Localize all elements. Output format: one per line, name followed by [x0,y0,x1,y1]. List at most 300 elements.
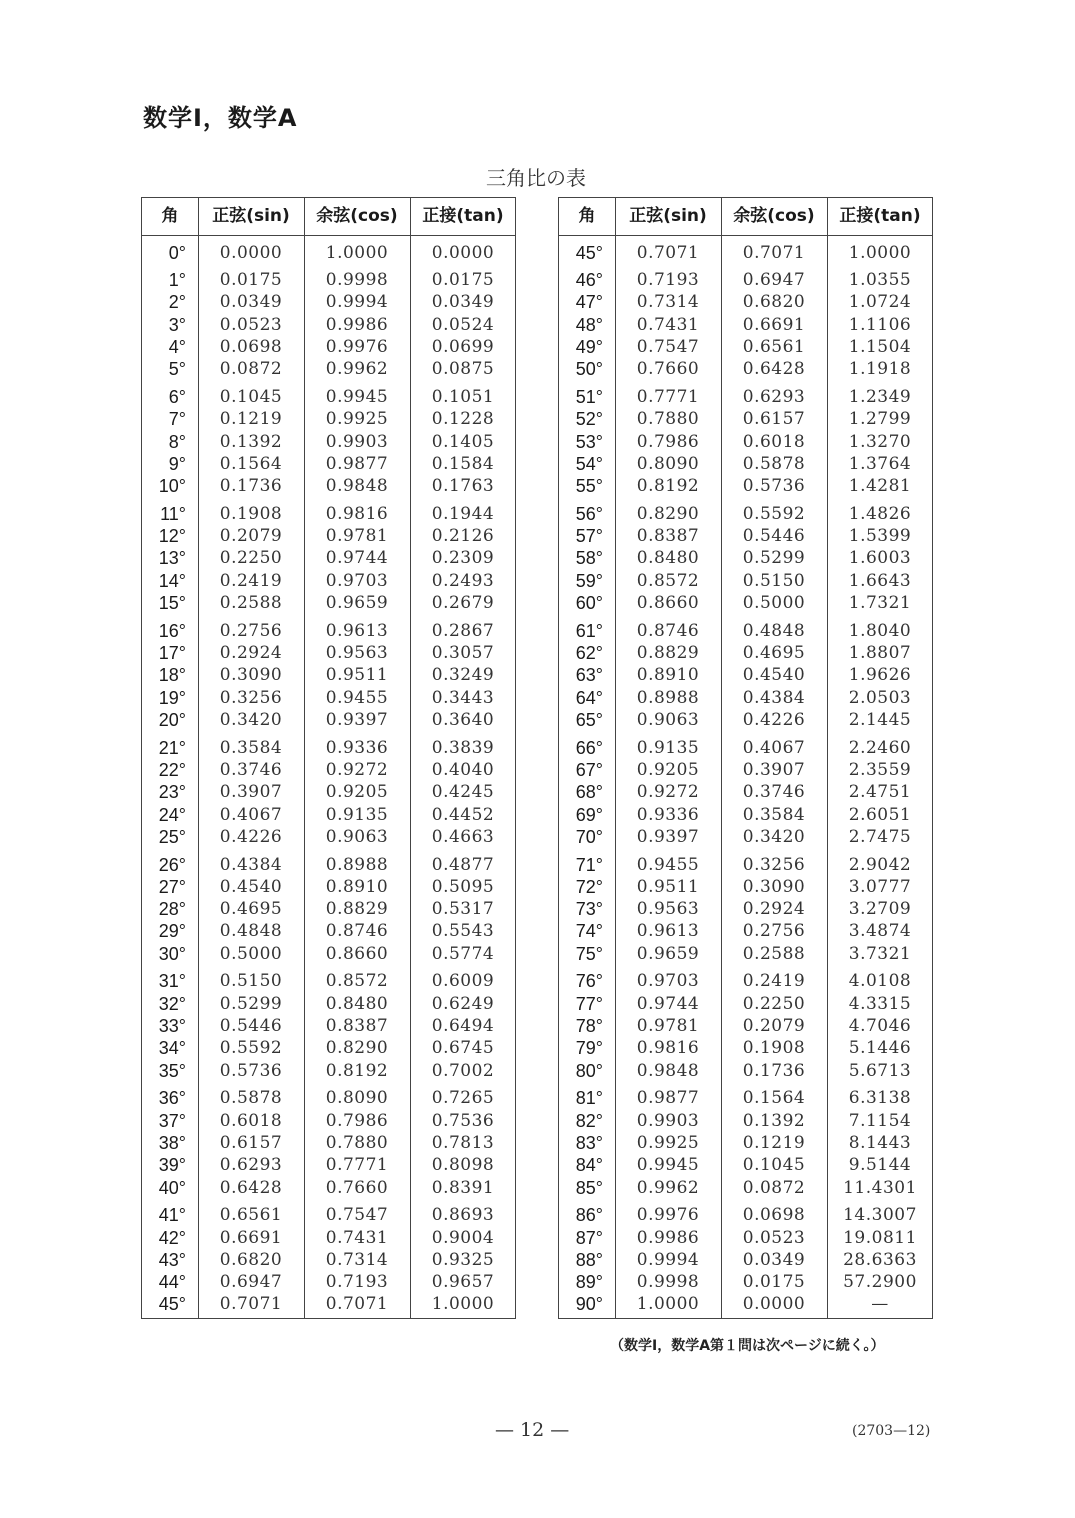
table-row [559,876,932,898]
angle-cell: 68° [575,782,603,803]
sin-cell: 0.4226 [219,826,283,847]
sin-cell: 0.8660 [636,593,700,613]
cos-cell: 0.7193 [325,1272,389,1293]
table-row [559,943,932,965]
sin-cell: 0.5299 [219,993,283,1014]
sin-cell: 0.9703 [636,971,700,992]
sin-cell: 0.9455 [636,854,700,875]
angle-cell: 36° [158,1088,186,1109]
sin-cell: 0.8387 [636,526,700,547]
cos-cell: 0.5592 [742,503,806,524]
sin-cell: 0.9994 [636,1249,700,1270]
table-row [142,1293,515,1315]
angle-cell: 34° [158,1038,186,1059]
header-sin: 正弦(sin) [629,206,707,226]
sin-cell: 0.9925 [636,1132,700,1153]
tan-cell: 1.1918 [848,359,912,380]
cos-cell: 0.9816 [325,503,389,524]
cos-cell: 0.9511 [325,665,389,686]
tan-cell: 0.2126 [431,526,495,547]
table-row [559,503,932,525]
sin-cell: 0.7071 [636,243,700,263]
angle-cell: 17° [158,643,186,663]
sin-cell: 0.9744 [636,993,700,1014]
angle-cell: 22° [158,759,186,780]
tan-cell: 0.6249 [431,993,495,1014]
sin-cell: 0.4540 [219,876,283,897]
table-row [142,876,515,898]
table-row [142,943,515,965]
sin-cell: 0.2588 [219,593,283,613]
cos-cell: 0.8829 [325,899,389,920]
tan-cell: 0.0699 [431,336,495,357]
cos-cell: 0.1736 [742,1060,806,1081]
table-row [142,898,515,920]
table-row [142,453,515,475]
angle-cell: 57° [575,526,603,547]
table-row [559,1204,932,1226]
tan-cell: 14.3007 [843,1205,917,1226]
header-cos: 余弦(cos) [316,206,398,226]
cos-cell: 0.9455 [325,687,389,708]
cos-cell: 0.2756 [742,921,806,942]
cos-cell: 0.9976 [325,336,389,357]
sin-cell: 0.6561 [219,1205,283,1226]
table-row [142,291,515,313]
table-row [559,242,932,264]
tan-cell: 0.3249 [431,665,495,686]
table-row [142,1249,515,1271]
table-row [142,920,515,942]
cos-cell: 0.4067 [742,737,806,758]
cos-cell: 0.3256 [742,854,806,875]
tan-cell: 1.0000 [848,243,912,263]
sin-cell: 0.0698 [219,336,283,357]
cos-cell: 0.7660 [325,1177,389,1198]
tan-cell: 2.4751 [848,782,912,803]
angle-cell: 65° [575,709,603,730]
cos-cell: 0.9986 [325,314,389,335]
angle-cell: 48° [575,314,603,335]
tan-cell: 0.9004 [431,1227,495,1248]
table-row [142,687,515,709]
tan-cell: 0.0000 [431,243,495,263]
sin-cell: 0.7431 [636,314,700,335]
cos-cell: 0.0000 [742,1294,806,1315]
tan-cell: 0.7813 [431,1132,495,1153]
tan-cell: 1.2349 [848,386,912,407]
table-row [559,386,932,408]
cos-cell: 0.6428 [742,359,806,380]
angle-cell: 79° [575,1038,603,1059]
tan-cell: 4.0108 [848,971,912,992]
table-row [142,408,515,430]
tan-cell: 1.9626 [848,665,912,686]
cos-cell: 0.9962 [325,359,389,380]
sin-cell: 0.6293 [219,1155,283,1176]
tan-cell: 19.0811 [843,1227,917,1248]
table-row [142,970,515,992]
cos-cell: 0.8910 [325,876,389,897]
sin-cell: 1.0000 [636,1294,700,1315]
angle-cell: 81° [575,1088,603,1109]
tan-cell: — [871,1294,889,1315]
cos-cell: 0.7071 [742,243,806,263]
sin-cell: 0.2079 [219,526,283,547]
sin-cell: 0.6018 [219,1110,283,1131]
cos-cell: 0.7431 [325,1227,389,1248]
cos-cell: 0.2924 [742,899,806,920]
angle-cell: 45° [158,1294,186,1315]
table-row [142,242,515,264]
sin-cell: 0.8290 [636,503,700,524]
sin-cell: 0.1392 [219,431,283,452]
table-row [142,1227,515,1249]
tan-cell: 0.5774 [431,943,495,964]
angle-cell: 18° [158,665,186,686]
cos-cell: 0.5736 [742,476,806,497]
sin-cell: 0.4384 [219,854,283,875]
sin-cell: 0.8746 [636,620,700,641]
continuation-note: （数学Ⅰ，数学A第１問は次ページに続く。） [610,1338,885,1354]
tan-cell: 0.2309 [431,548,495,569]
table-row [559,781,932,803]
tan-cell: 0.9657 [431,1272,495,1293]
tan-cell: 5.1446 [848,1038,912,1059]
tan-cell: 1.2799 [848,409,912,430]
cos-cell: 0.9397 [325,709,389,730]
cos-cell: 0.8988 [325,854,389,875]
cos-cell: 0.5150 [742,570,806,591]
table-row [142,1271,515,1293]
angle-cell: 31° [158,971,186,992]
tan-cell: 0.3443 [431,687,495,708]
table-row [559,570,932,592]
tan-cell: 0.1228 [431,409,495,430]
sin-cell: 0.9962 [636,1177,700,1198]
table-row [142,1177,515,1199]
tan-cell: 2.1445 [848,709,912,730]
cos-cell: 0.9744 [325,548,389,569]
cos-cell: 0.8387 [325,1016,389,1036]
angle-cell: 43° [158,1249,186,1270]
sin-cell: 0.8988 [636,687,700,708]
sin-cell: 0.7193 [636,270,700,290]
angle-cell: 39° [158,1155,186,1176]
tan-cell: 1.6643 [848,570,912,591]
table-row [142,664,515,686]
tan-cell: 0.0875 [431,359,495,380]
cos-cell: 0.9945 [325,386,389,407]
tan-cell: 1.3270 [848,431,912,452]
cos-cell: 0.9994 [325,292,389,313]
tan-cell: 0.4245 [431,782,495,803]
table-row [559,592,932,614]
page-title: 数学Ⅰ，数学A [143,104,298,132]
tan-cell: 0.5095 [431,876,495,897]
angle-cell: 2° [168,292,186,313]
angle-cell: 55° [575,476,603,497]
table-row [559,687,932,709]
angle-cell: 13° [158,548,186,569]
angle-cell: 21° [158,737,186,758]
tan-cell: 4.7046 [848,1016,912,1036]
table-row [142,826,515,848]
angle-cell: 14° [158,570,186,591]
cos-cell: 0.9925 [325,409,389,430]
angle-cell: 74° [575,921,603,942]
sin-cell: 0.6157 [219,1132,283,1153]
cos-cell: 0.7880 [325,1132,389,1153]
sin-cell: 0.9135 [636,737,700,758]
sin-cell: 0.1219 [219,409,283,430]
tan-cell: 0.7536 [431,1110,495,1131]
table-row [142,525,515,547]
angle-cell: 62° [575,643,603,663]
cos-cell: 0.6157 [742,409,806,430]
table-row [142,1132,515,1154]
table-row [559,475,932,497]
angle-cell: 73° [575,899,603,920]
tan-cell: 57.2900 [843,1272,917,1293]
sin-cell: 0.9877 [636,1088,700,1109]
tan-cell: 0.4040 [431,759,495,780]
table-row [559,453,932,475]
angle-cell: 46° [575,270,603,290]
header-tan: 正接(tan) [839,206,921,226]
angle-cell: 37° [158,1110,186,1131]
page-code: (2703—12) [852,1423,931,1439]
sin-cell: 0.1045 [219,386,283,407]
cos-cell: 0.8480 [325,993,389,1014]
cos-cell: 0.3907 [742,759,806,780]
angle-cell: 8° [168,431,186,452]
tan-cell: 0.9325 [431,1249,495,1270]
table-row [559,1154,932,1176]
table-row [559,1015,932,1037]
table-row [559,358,932,380]
header-angle: 角 [161,206,179,226]
angle-cell: 5° [168,359,186,380]
angle-cell: 72° [575,876,603,897]
sin-cell: 0.9986 [636,1227,700,1248]
sin-cell: 0.1736 [219,476,283,497]
angle-cell: 64° [575,687,603,708]
cos-cell: 0.2079 [742,1016,806,1036]
cos-cell: 0.1564 [742,1088,806,1109]
cos-cell: 0.8192 [325,1060,389,1081]
angle-cell: 19° [158,687,186,708]
tan-cell: 0.0524 [431,314,495,335]
angle-cell: 63° [575,665,603,686]
tan-cell: 0.7002 [431,1060,495,1081]
sin-cell: 0.7880 [636,409,700,430]
tan-cell: 1.0355 [848,270,912,290]
tan-cell: 1.7321 [848,593,912,613]
header-angle: 角 [578,206,596,226]
cos-cell: 0.9903 [325,431,389,452]
angle-cell: 85° [575,1177,603,1198]
tan-cell: 0.5317 [431,899,495,920]
sin-cell: 0.9848 [636,1060,700,1081]
angle-cell: 27° [158,876,186,897]
angle-cell: 83° [575,1132,603,1153]
cos-cell: 0.4848 [742,620,806,641]
sin-cell: 0.8829 [636,643,700,663]
table-row [142,1037,515,1059]
table-row [559,737,932,759]
tan-cell: 0.2493 [431,570,495,591]
angle-cell: 84° [575,1155,603,1176]
tan-cell: 1.6003 [848,548,912,569]
angle-cell: 90° [575,1294,603,1315]
cos-cell: 0.2419 [742,971,806,992]
cos-cell: 0.0523 [742,1227,806,1248]
cos-cell: 0.7071 [325,1294,389,1315]
angle-cell: 1° [168,270,186,290]
tan-cell: 3.2709 [848,899,912,920]
cos-cell: 0.4384 [742,687,806,708]
tan-cell: 6.3138 [848,1088,912,1109]
cos-cell: 0.6293 [742,386,806,407]
angle-cell: 40° [158,1177,186,1198]
table-row [142,547,515,569]
table-row [142,1015,515,1037]
cos-cell: 0.9659 [325,593,389,613]
tan-cell: 0.1763 [431,476,495,497]
sin-cell: 0.3256 [219,687,283,708]
sin-cell: 0.9903 [636,1110,700,1131]
table-row [559,826,932,848]
table-row [559,1132,932,1154]
table-row [142,336,515,358]
cos-cell: 0.7314 [325,1249,389,1270]
table-row [559,1271,932,1293]
table-row [559,431,932,453]
sin-cell: 0.9781 [636,1016,700,1036]
table-row [142,1110,515,1132]
angle-cell: 47° [575,292,603,313]
table-row [142,993,515,1015]
table-row [559,993,932,1015]
cos-cell: 0.6018 [742,431,806,452]
table-row [559,642,932,664]
angle-cell: 12° [158,526,186,547]
table-row [142,1154,515,1176]
cos-cell: 0.9063 [325,826,389,847]
angle-cell: 88° [575,1249,603,1270]
table-row [559,759,932,781]
sin-cell: 0.7547 [636,336,700,357]
table-row [559,898,932,920]
tan-cell: 2.3559 [848,759,912,780]
angle-cell: 80° [575,1060,603,1081]
table-row [559,336,932,358]
tan-cell: 2.7475 [848,826,912,847]
table-row [559,854,932,876]
tan-cell: 1.4826 [848,503,912,524]
sin-cell: 0.5446 [219,1016,283,1036]
angle-cell: 56° [575,503,603,524]
angle-cell: 9° [168,453,186,474]
angle-cell: 23° [158,782,186,803]
cos-cell: 0.5878 [742,453,806,474]
tan-cell: 3.0777 [848,876,912,897]
angle-cell: 60° [575,593,603,613]
sin-cell: 0.6428 [219,1177,283,1198]
sin-cell: 0.7314 [636,292,700,313]
sin-cell: 0.2924 [219,643,283,663]
sin-cell: 0.3746 [219,759,283,780]
sin-cell: 0.7771 [636,386,700,407]
angle-cell: 50° [575,359,603,380]
cos-cell: 0.3090 [742,876,806,897]
tan-cell: 2.9042 [848,854,912,875]
table-row [559,547,932,569]
cos-cell: 0.9336 [325,737,389,758]
cos-cell: 0.1045 [742,1155,806,1176]
tan-cell: 0.1405 [431,431,495,452]
table-row [559,970,932,992]
trig-table-left [141,197,516,1319]
tan-cell: 0.1944 [431,503,495,524]
sin-cell: 0.4067 [219,804,283,825]
cos-cell: 0.9848 [325,476,389,497]
cos-cell: 0.1219 [742,1132,806,1153]
angle-cell: 59° [575,570,603,591]
table-row [559,804,932,826]
angle-cell: 77° [575,993,603,1014]
tan-cell: 0.7265 [431,1088,495,1109]
table-row [559,1060,932,1082]
sin-cell: 0.9998 [636,1272,700,1293]
cos-cell: 0.7771 [325,1155,389,1176]
cos-cell: 0.6820 [742,292,806,313]
sin-cell: 0.9659 [636,943,700,964]
table-caption: 三角比の表 [486,166,586,190]
sin-cell: 0.8480 [636,548,700,569]
cos-cell: 0.0698 [742,1205,806,1226]
sin-cell: 0.0175 [219,270,283,290]
sin-cell: 0.4848 [219,921,283,942]
cos-cell: 0.9781 [325,526,389,547]
angle-cell: 51° [575,386,603,407]
tan-cell: 2.0503 [848,687,912,708]
header-cos: 余弦(cos) [733,206,815,226]
tan-cell: 3.4874 [848,921,912,942]
table-row [559,1249,932,1271]
cos-cell: 0.4540 [742,665,806,686]
tan-cell: 2.6051 [848,804,912,825]
tan-cell: 1.1106 [848,314,912,335]
cos-cell: 0.9272 [325,759,389,780]
tan-cell: 0.3640 [431,709,495,730]
sin-cell: 0.6691 [219,1227,283,1248]
tan-cell: 3.7321 [848,943,912,964]
angle-cell: 54° [575,453,603,474]
cos-cell: 0.7986 [325,1110,389,1131]
tan-cell: 0.1584 [431,453,495,474]
table-row [559,408,932,430]
angle-cell: 38° [158,1132,186,1153]
sin-cell: 0.7986 [636,431,700,452]
table-row [142,804,515,826]
angle-cell: 11° [160,503,186,524]
tan-cell: 5.6713 [848,1060,912,1081]
sin-cell: 0.5736 [219,1060,283,1081]
angle-cell: 49° [575,336,603,357]
angle-cell: 61° [575,620,603,641]
